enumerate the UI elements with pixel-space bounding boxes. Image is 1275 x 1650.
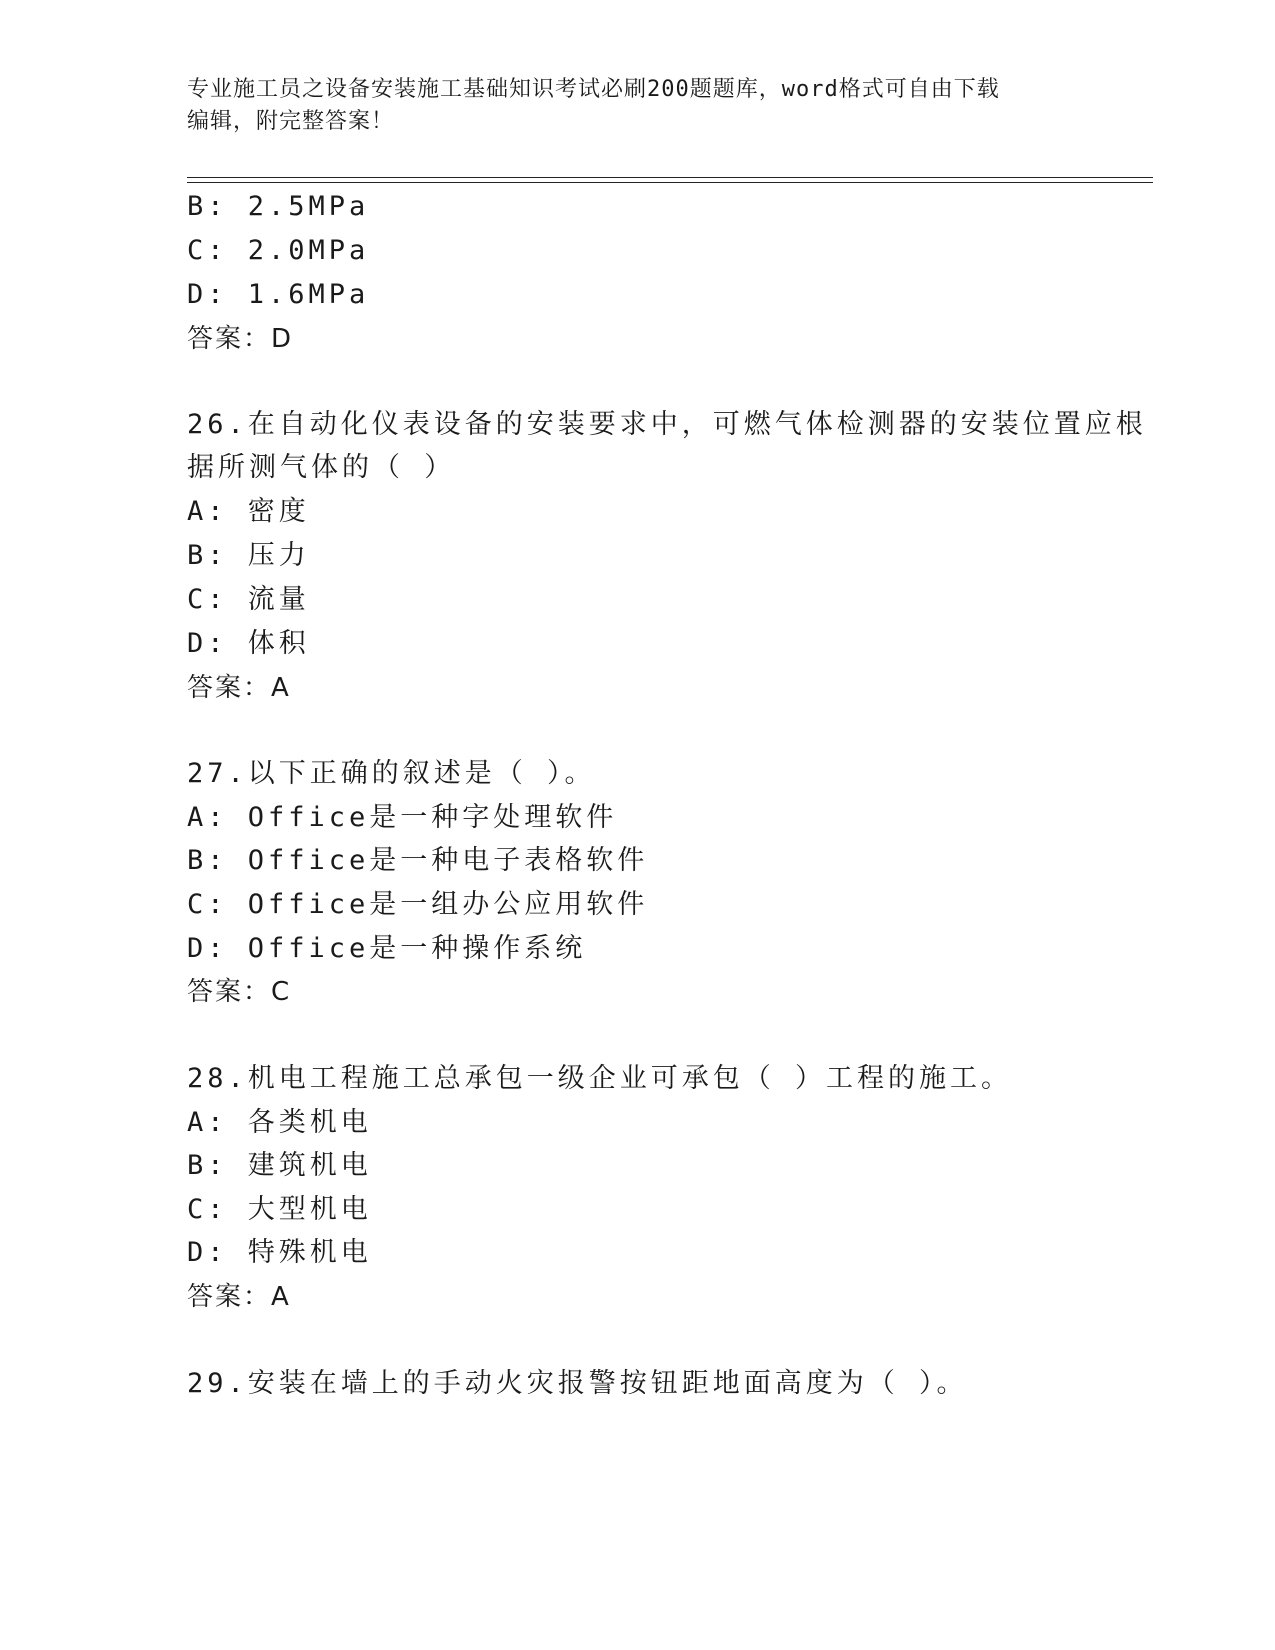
q25-answer: 答案：D xyxy=(187,324,294,354)
q25-option-b: B: 2.5MPa xyxy=(187,191,370,222)
q26-option-b: B: 压力 xyxy=(187,540,310,571)
q28-option-c: C: 大型机电 xyxy=(187,1194,372,1225)
q26-stem-line-2: 据所测气体的（ ） xyxy=(187,452,456,483)
header-divider-top xyxy=(187,177,1153,178)
q28-option-a: A: 各类机电 xyxy=(187,1107,372,1138)
q27-answer: 答案：C xyxy=(187,977,292,1007)
q27-option-b: B: Office是一种电子表格软件 xyxy=(187,845,649,876)
q26-answer: 答案：A xyxy=(187,673,291,703)
document-header xyxy=(187,74,1067,138)
q26-option-c: C: 流量 xyxy=(187,584,310,615)
q27-option-a: A: Office是一种字处理软件 xyxy=(187,802,618,833)
q28-option-b: B: 建筑机电 xyxy=(187,1150,372,1181)
header-line-2: 编辑，附完整答案！ xyxy=(187,109,395,134)
q26-stem-line-1: 26.在自动化仪表设备的安装要求中，可燃气体检测器的安装位置应根 xyxy=(187,409,1147,440)
q25-option-c: C: 2.0MPa xyxy=(187,235,370,266)
q26-option-a: A: 密度 xyxy=(187,496,310,527)
q26-option-d: D: 体积 xyxy=(187,628,310,659)
q29-stem: 29.安装在墙上的手动火灾报警按钮距地面高度为（ ）。 xyxy=(187,1368,968,1399)
q27-option-c: C: Office是一组办公应用软件 xyxy=(187,889,649,920)
header-divider-bottom xyxy=(187,182,1153,183)
header-line-1: 专业施工员之设备安装施工基础知识考试必刷200题题库，word格式可自由下载 xyxy=(187,77,1000,102)
q27-stem: 27.以下正确的叙述是（ ）。 xyxy=(187,758,596,789)
q28-answer: 答案：A xyxy=(187,1282,291,1312)
q28-option-d: D: 特殊机电 xyxy=(187,1237,372,1268)
q28-stem: 28.机电工程施工总承包一级企业可承包（ ）工程的施工。 xyxy=(187,1063,1013,1094)
q27-option-d: D: Office是一种操作系统 xyxy=(187,933,587,964)
q25-option-d: D: 1.6MPa xyxy=(187,279,370,310)
